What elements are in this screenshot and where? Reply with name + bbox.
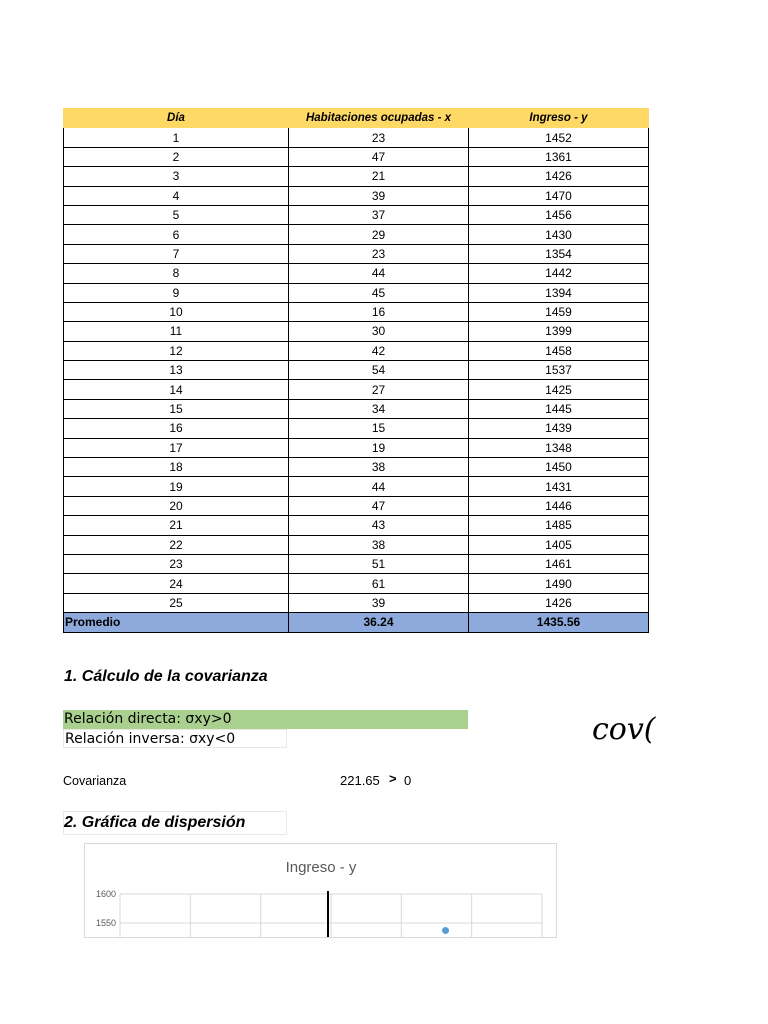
cell-dia: 2 — [64, 147, 289, 166]
cell-ingreso: 1450 — [469, 458, 649, 477]
table-row — [64, 458, 649, 477]
cell-ingreso: 1442 — [469, 264, 649, 283]
table-row — [64, 477, 649, 496]
cell-ingreso: 1537 — [469, 361, 649, 380]
data-table — [63, 108, 649, 633]
cell-habitaciones: 34 — [289, 399, 469, 418]
cell-ingreso: 1470 — [469, 186, 649, 205]
cell-ingreso: 1405 — [469, 535, 649, 554]
covariance-compare: 0 — [404, 773, 412, 788]
cell-dia: 8 — [64, 264, 289, 283]
table-row — [64, 167, 649, 186]
cell-ingreso: 1485 — [469, 516, 649, 535]
inverse-relation-label: Relación inversa: σxy<0 — [63, 729, 287, 748]
cell-ingreso: 1490 — [469, 574, 649, 593]
table-row — [64, 438, 649, 457]
cell-dia: 21 — [64, 516, 289, 535]
cell-dia: 18 — [64, 458, 289, 477]
table-row — [64, 128, 649, 147]
table-row — [64, 593, 649, 612]
average-y: 1435.56 — [469, 613, 649, 632]
covariance-label: Covarianza — [63, 774, 127, 788]
cell-habitaciones: 23 — [289, 244, 469, 263]
cell-habitaciones: 47 — [289, 147, 469, 166]
cell-habitaciones: 27 — [289, 380, 469, 399]
average-x: 36.24 — [289, 613, 469, 632]
cell-habitaciones: 21 — [289, 167, 469, 186]
table-row — [64, 399, 649, 418]
cell-dia: 25 — [64, 593, 289, 612]
table-row — [64, 341, 649, 360]
cell-habitaciones: 51 — [289, 554, 469, 573]
covariance-value: 221.65 — [340, 773, 380, 788]
table-row — [64, 380, 649, 399]
cell-habitaciones: 30 — [289, 322, 469, 341]
table-row — [64, 322, 649, 341]
cell-ingreso: 1445 — [469, 399, 649, 418]
table-row — [64, 535, 649, 554]
cell-dia: 23 — [64, 554, 289, 573]
cell-dia: 3 — [64, 167, 289, 186]
cell-dia: 9 — [64, 283, 289, 302]
cell-dia: 5 — [64, 205, 289, 224]
cell-dia: 1 — [64, 128, 289, 147]
direct-relation-label: Relación directa: σxy>0 — [63, 710, 287, 729]
cell-ingreso: 1461 — [469, 554, 649, 573]
cell-dia: 19 — [64, 477, 289, 496]
cell-ingreso: 1439 — [469, 419, 649, 438]
data-point — [442, 927, 449, 934]
table-row — [64, 283, 649, 302]
table-header-row — [64, 109, 649, 128]
table-row — [64, 574, 649, 593]
table-row — [64, 496, 649, 515]
cell-habitaciones: 16 — [289, 302, 469, 321]
header-ingreso: Ingreso - y — [469, 109, 649, 128]
cell-dia: 6 — [64, 225, 289, 244]
cell-habitaciones: 23 — [289, 128, 469, 147]
cell-habitaciones: 43 — [289, 516, 469, 535]
section1-title: 1. Cálculo de la covarianza — [64, 668, 268, 685]
table-row — [64, 516, 649, 535]
average-row — [64, 613, 649, 632]
cell-dia: 13 — [64, 361, 289, 380]
cell-ingreso: 1348 — [469, 438, 649, 457]
cell-ingreso: 1458 — [469, 341, 649, 360]
cell-ingreso: 1456 — [469, 205, 649, 224]
scatter-chart-svg — [85, 844, 557, 938]
table-row — [64, 225, 649, 244]
cell-habitaciones: 61 — [289, 574, 469, 593]
table-row — [64, 244, 649, 263]
direct-relation-fill — [287, 710, 468, 729]
cell-ingreso: 1431 — [469, 477, 649, 496]
cell-habitaciones: 15 — [289, 419, 469, 438]
cell-dia: 12 — [64, 341, 289, 360]
cell-dia: 22 — [64, 535, 289, 554]
cell-habitaciones: 44 — [289, 477, 469, 496]
table-row — [64, 205, 649, 224]
cell-habitaciones: 38 — [289, 458, 469, 477]
cell-dia: 11 — [64, 322, 289, 341]
cell-dia: 4 — [64, 186, 289, 205]
cell-habitaciones: 44 — [289, 264, 469, 283]
header-dia: Día — [64, 109, 289, 128]
cell-dia: 14 — [64, 380, 289, 399]
cell-habitaciones: 39 — [289, 186, 469, 205]
table-row — [64, 147, 649, 166]
cell-dia: 10 — [64, 302, 289, 321]
cell-dia: 24 — [64, 574, 289, 593]
cell-ingreso: 1446 — [469, 496, 649, 515]
table-row — [64, 361, 649, 380]
cell-ingreso: 1430 — [469, 225, 649, 244]
scatter-chart[interactable] — [84, 843, 557, 938]
cell-habitaciones: 42 — [289, 341, 469, 360]
cell-habitaciones: 29 — [289, 225, 469, 244]
covariance-operator: > — [389, 771, 397, 786]
cell-habitaciones: 37 — [289, 205, 469, 224]
cell-habitaciones: 47 — [289, 496, 469, 515]
cell-dia: 7 — [64, 244, 289, 263]
cell-ingreso: 1452 — [469, 128, 649, 147]
y-tick-label: 1550 — [95, 918, 116, 928]
cell-dia: 15 — [64, 399, 289, 418]
cell-habitaciones: 45 — [289, 283, 469, 302]
table-row — [64, 419, 649, 438]
cell-ingreso: 1361 — [469, 147, 649, 166]
cell-ingreso: 1459 — [469, 302, 649, 321]
cell-habitaciones: 19 — [289, 438, 469, 457]
cell-ingreso: 1426 — [469, 593, 649, 612]
cell-ingreso: 1394 — [469, 283, 649, 302]
cell-dia: 16 — [64, 419, 289, 438]
cell-ingreso: 1354 — [469, 244, 649, 263]
cell-habitaciones: 38 — [289, 535, 469, 554]
table-row — [64, 264, 649, 283]
cell-ingreso: 1399 — [469, 322, 649, 341]
cell-ingreso: 1425 — [469, 380, 649, 399]
cell-dia: 17 — [64, 438, 289, 457]
cell-habitaciones: 54 — [289, 361, 469, 380]
cell-habitaciones: 39 — [289, 593, 469, 612]
average-label: Promedio — [64, 613, 289, 632]
cell-dia: 20 — [64, 496, 289, 515]
y-tick-label: 1600 — [95, 889, 116, 899]
table-row — [64, 186, 649, 205]
table-row — [64, 302, 649, 321]
chart-title: Ingreso - y — [285, 859, 357, 876]
table-row — [64, 554, 649, 573]
section2-title: 2. Gráfica de dispersión — [64, 814, 246, 831]
covariance-formula: cov( — [592, 712, 656, 747]
cell-ingreso: 1426 — [469, 167, 649, 186]
header-habitaciones: Habitaciones ocupadas - x — [289, 109, 469, 128]
